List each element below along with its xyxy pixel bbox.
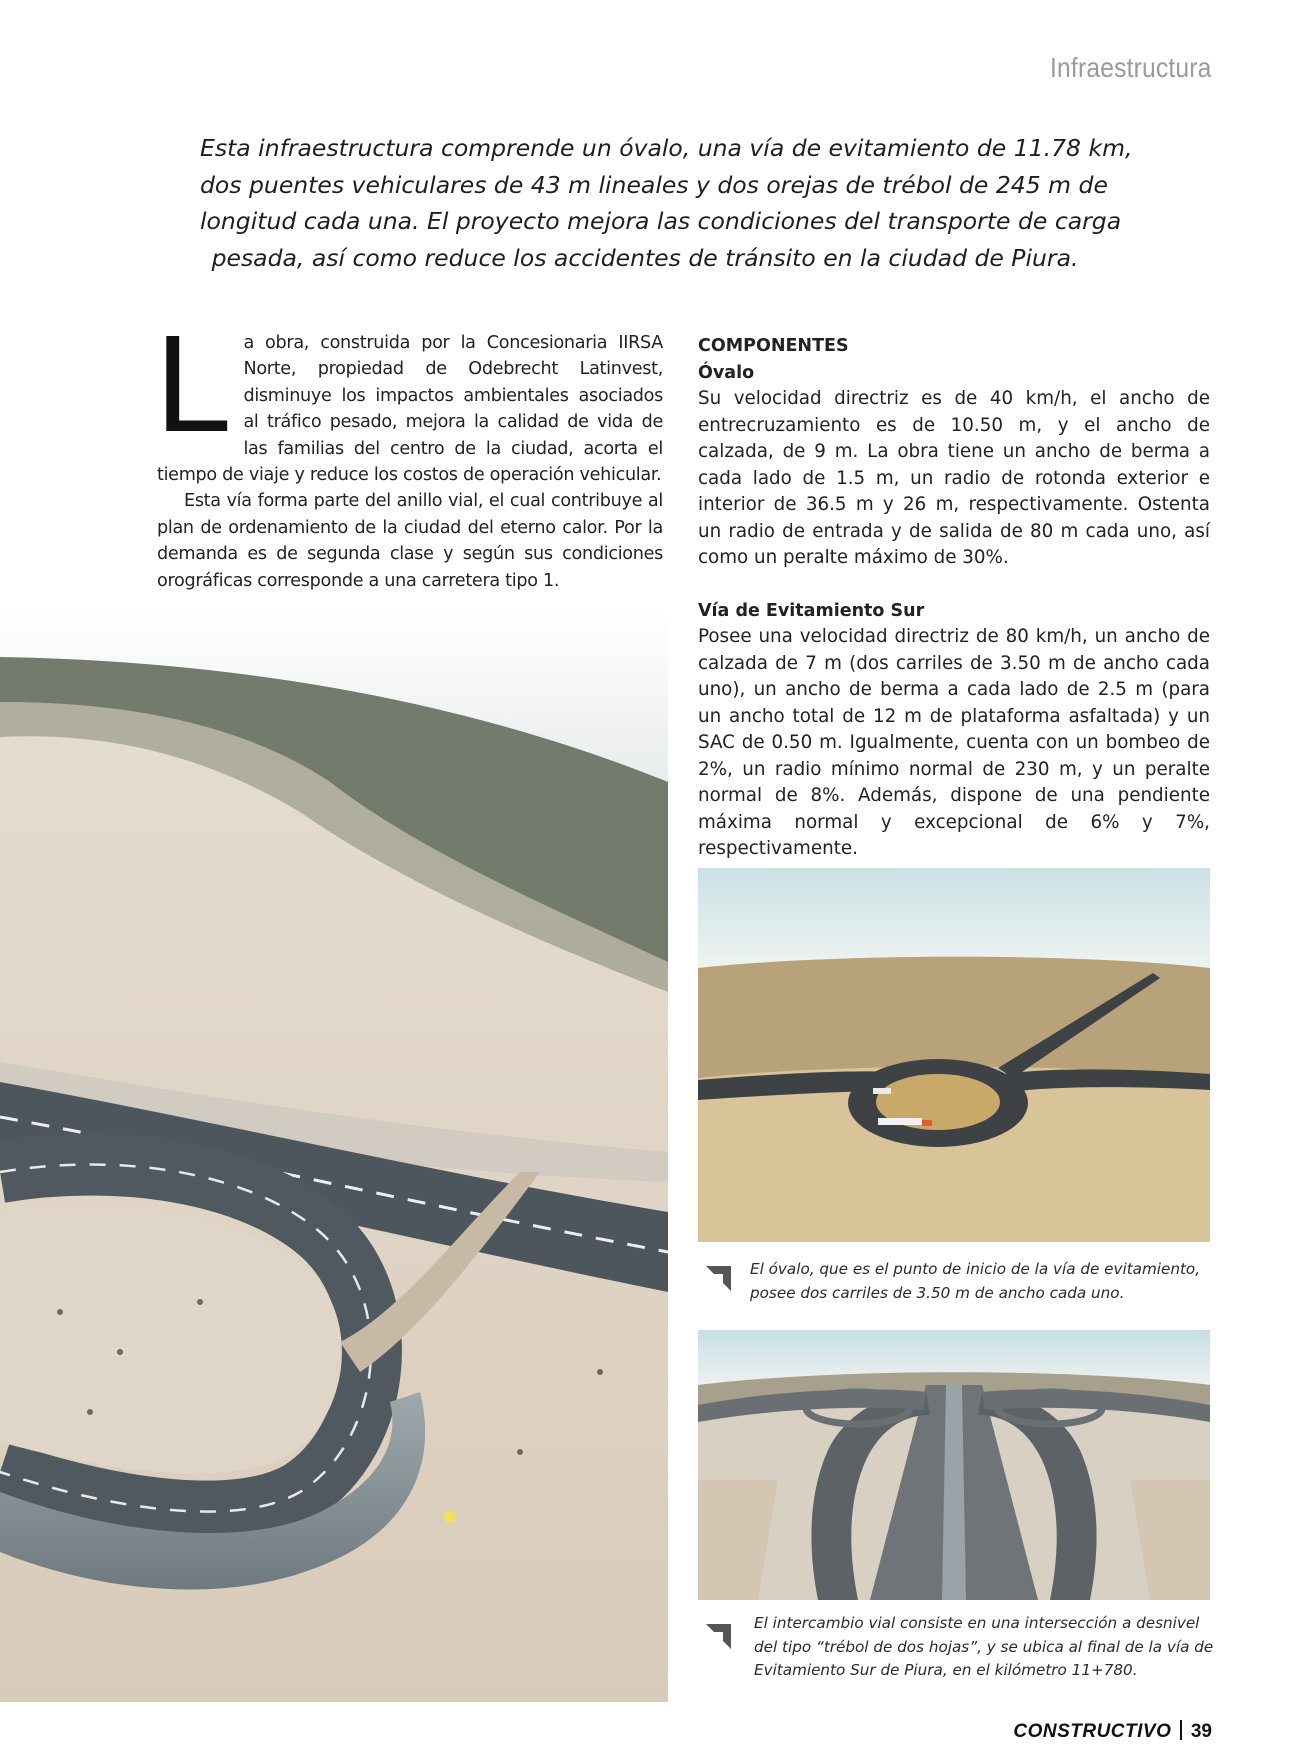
interchange-aerial-photo xyxy=(698,1330,1210,1600)
lead-line: Esta infraestructura comprende un óvalo, una vía de evitamiento de 11.78 km, xyxy=(200,134,1133,162)
page-number: 39 xyxy=(1190,1721,1212,1742)
drop-cap: L xyxy=(155,307,232,461)
magazine-name: CONSTRUCTIVO xyxy=(1013,1721,1172,1742)
via-heading: Vía de Evitamiento Sur xyxy=(698,600,925,621)
lead-paragraph xyxy=(200,130,1133,276)
interchange-caption xyxy=(754,1612,1213,1683)
via-paragraph: Posee una velocidad directriz de 80 km/h, un ancho de calzada de 7 m (dos carriles de 3.50 m de ancho cada uno), un ancho de berma a cada lado de 2.5 m (para un ancho total de 12 m de plataforma asfaltada) y un SAC de 0.50 m. Igualmente, cuenta con un bombeo de 2%, un radio mínimo normal de 230 m, y un peralte normal de 8%. Además, dispone de una pendiente máxima normal y excepcional de 6% y 7%, respectivamente. xyxy=(698,626,1210,859)
arrow-icon xyxy=(701,1620,735,1654)
page-footer xyxy=(1013,1720,1212,1743)
lead-line: longitud cada una. El proyecto mejora las condiciones del transporte de carga xyxy=(200,207,1122,235)
lead-line: pesada, así como reduce los accidentes de tránsito en la ciudad de Piura. xyxy=(211,243,1079,272)
ovalo-heading: Óvalo xyxy=(698,362,755,383)
caption-line: del tipo “trébol de dos hojas”, y se ubica al final de la vía de xyxy=(754,1637,1214,1656)
intro-paragraph xyxy=(155,307,663,488)
right-column xyxy=(698,333,1210,863)
lead-line: dos puentes vehiculares de 43 m lineales y dos orejas de trébol de 245 m de xyxy=(200,170,1108,199)
arrow-icon xyxy=(701,1262,735,1296)
left-column xyxy=(155,307,663,594)
ovalo-paragraph: Su velocidad directriz es de 40 km/h, el ancho de entrecruzamiento es de 10.50 m, y el ancho de calzada, de 9 m. La obra tiene un ancho de berma a cada lado de 1.5 m, un radio de rotonda exterior e interior de 36.5 m y 26 m, respectivamente. Ostenta un radio de entrada y de salida de 80 m cada uno, así como un peralte máximo de 30%. xyxy=(698,388,1210,568)
section-label: Infraestructura xyxy=(1050,52,1212,83)
second-paragraph: Esta vía forma parte del anillo vial, el cual contribuye al plan de ordenamiento de la ciudad del eterno calor. Por la demanda es de segunda clase y según sus condiciones orográficas corresponde a una carretera tipo 1. xyxy=(157,491,663,591)
intro-text: a obra, construida por la Concesionaria IIRSA Norte, propiedad de Odebrecht Latinvest, disminuye los impactos ambientales asociados al tráfico pesado, mejora la calidad de vida de las familias del centro de la ciudad, acorta el tiempo de viaje y reduce los costos de operación vehicular. xyxy=(157,333,663,486)
caption-line: Evitamiento Sur de Piura, en el kilómetro 11+780. xyxy=(754,1661,1138,1679)
ovalo-caption xyxy=(750,1258,1200,1305)
components-heading: COMPONENTES xyxy=(698,336,849,356)
caption-line: El óvalo, que es el punto de inicio de la vía de evitamiento, xyxy=(750,1260,1201,1278)
cloverleaf-aerial-photo xyxy=(0,612,668,1702)
footer-divider xyxy=(1180,1720,1182,1740)
caption-line: posee dos carriles de 3.50 m de ancho cada uno. xyxy=(750,1283,1125,1302)
roundabout-aerial-photo xyxy=(698,868,1210,1242)
caption-line: El intercambio vial consiste en una intersección a desnivel xyxy=(754,1614,1200,1632)
